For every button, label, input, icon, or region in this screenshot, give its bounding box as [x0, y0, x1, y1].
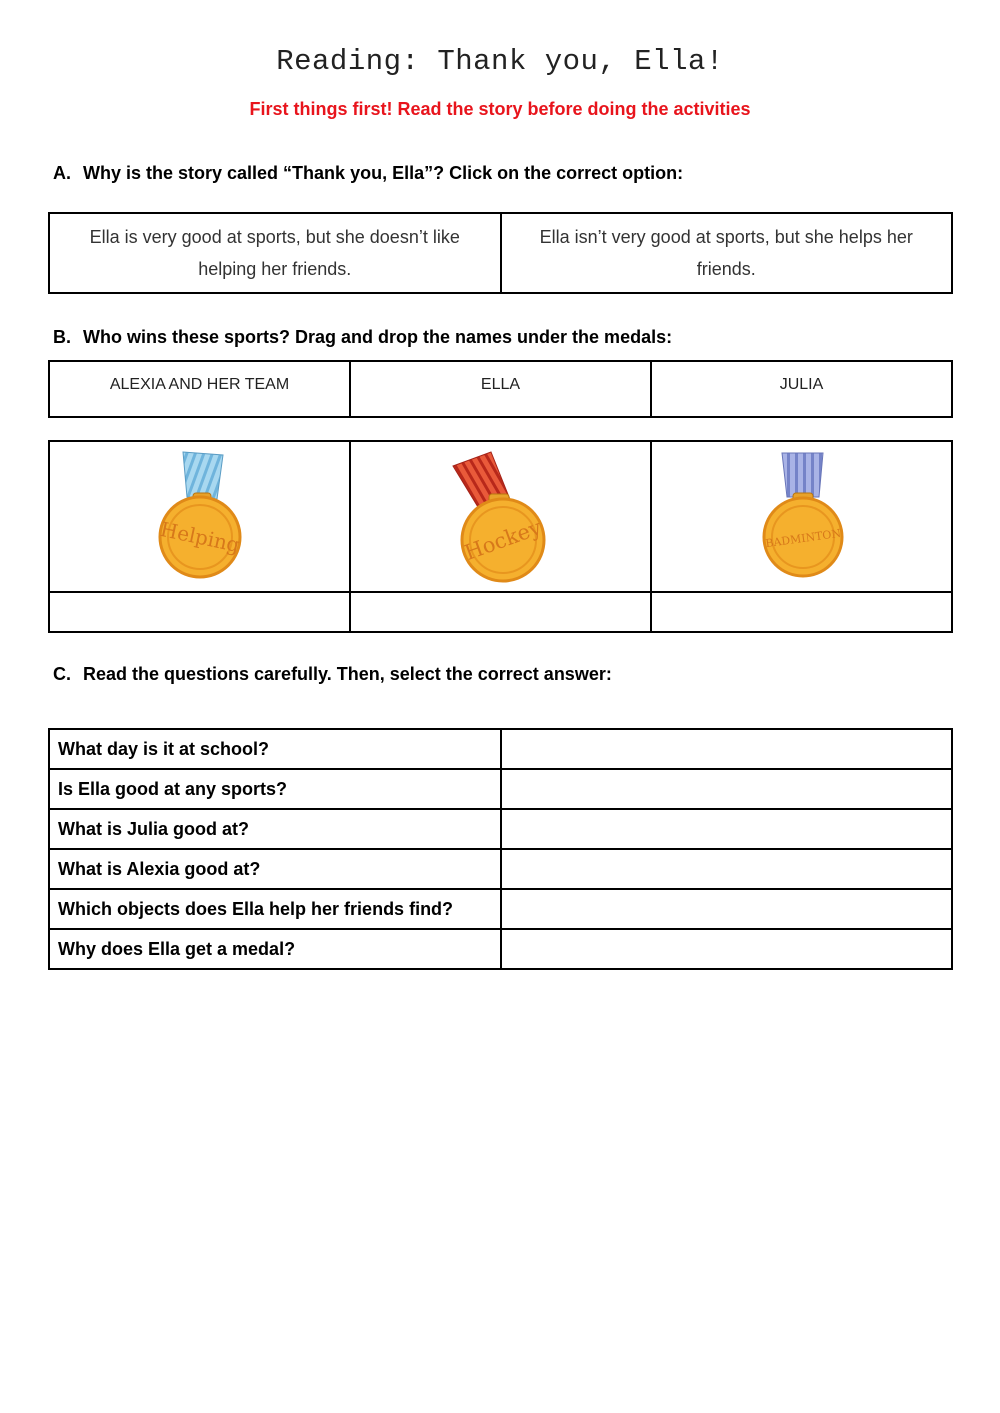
medal-cell-hockey — [350, 441, 651, 592]
option-a-2[interactable]: Ella isn’t very good at sports, but she helps her friends. — [501, 213, 953, 293]
draggable-name-ella[interactable]: ELLA — [350, 361, 651, 417]
names-bank-table — [48, 360, 953, 418]
section-a-options-table — [48, 212, 953, 294]
question-1: What day is it at school? — [49, 729, 501, 769]
section-c-letter: C. — [53, 664, 71, 684]
page-subtitle: First things first! Read the story before doing the activities — [249, 99, 751, 119]
option-a-1[interactable]: Ella is very good at sports, but she doesn’t like helping her friends. — [49, 213, 501, 293]
question-4: What is Alexia good at? — [49, 849, 501, 889]
medal-label-badminton: BADMINTON — [764, 526, 842, 550]
section-b-heading — [53, 327, 672, 348]
badminton-medal-icon — [747, 447, 857, 582]
helping-medal-icon — [145, 447, 255, 582]
draggable-name-julia[interactable]: JULIA — [651, 361, 952, 417]
section-c-instruction: Read the questions carefully. Then, select the correct answer: — [83, 664, 612, 684]
question-6: Why does Ella get a medal? — [49, 929, 501, 969]
answer-select-2[interactable] — [501, 769, 953, 809]
answer-select-3[interactable] — [501, 809, 953, 849]
section-a-letter: A. — [53, 163, 71, 183]
medal-label-helping: Helping — [157, 516, 242, 557]
drop-zone-helping[interactable] — [49, 592, 350, 632]
answer-select-1[interactable] — [501, 729, 953, 769]
answer-select-4[interactable] — [501, 849, 953, 889]
question-2: Is Ella good at any sports? — [49, 769, 501, 809]
drop-zone-hockey[interactable] — [350, 592, 651, 632]
medal-cell-badminton — [651, 441, 952, 592]
draggable-name-alexia[interactable]: ALEXIA AND HER TEAM — [49, 361, 350, 417]
hockey-medal-icon — [441, 444, 561, 584]
answer-select-6[interactable] — [501, 929, 953, 969]
medal-cell-helping — [49, 441, 350, 592]
page-title: Reading: Thank you, Ella! — [276, 45, 724, 78]
question-5: Which objects does Ella help her friends find? — [49, 889, 501, 929]
section-a-heading — [53, 163, 683, 184]
section-b-instruction: Who wins these sports? Drag and drop the names under the medals: — [83, 327, 673, 347]
answer-select-5[interactable] — [501, 889, 953, 929]
questions-table — [48, 728, 953, 970]
section-a-instruction: Why is the story called “Thank you, Ella”? Click on the correct option: — [83, 163, 684, 183]
drop-zone-badminton[interactable] — [651, 592, 952, 632]
section-b-letter: B. — [53, 327, 71, 347]
question-3: What is Julia good at? — [49, 809, 501, 849]
medal-label-hockey: Hockey — [460, 515, 545, 565]
section-c-heading — [53, 664, 612, 685]
medals-table — [48, 440, 953, 633]
